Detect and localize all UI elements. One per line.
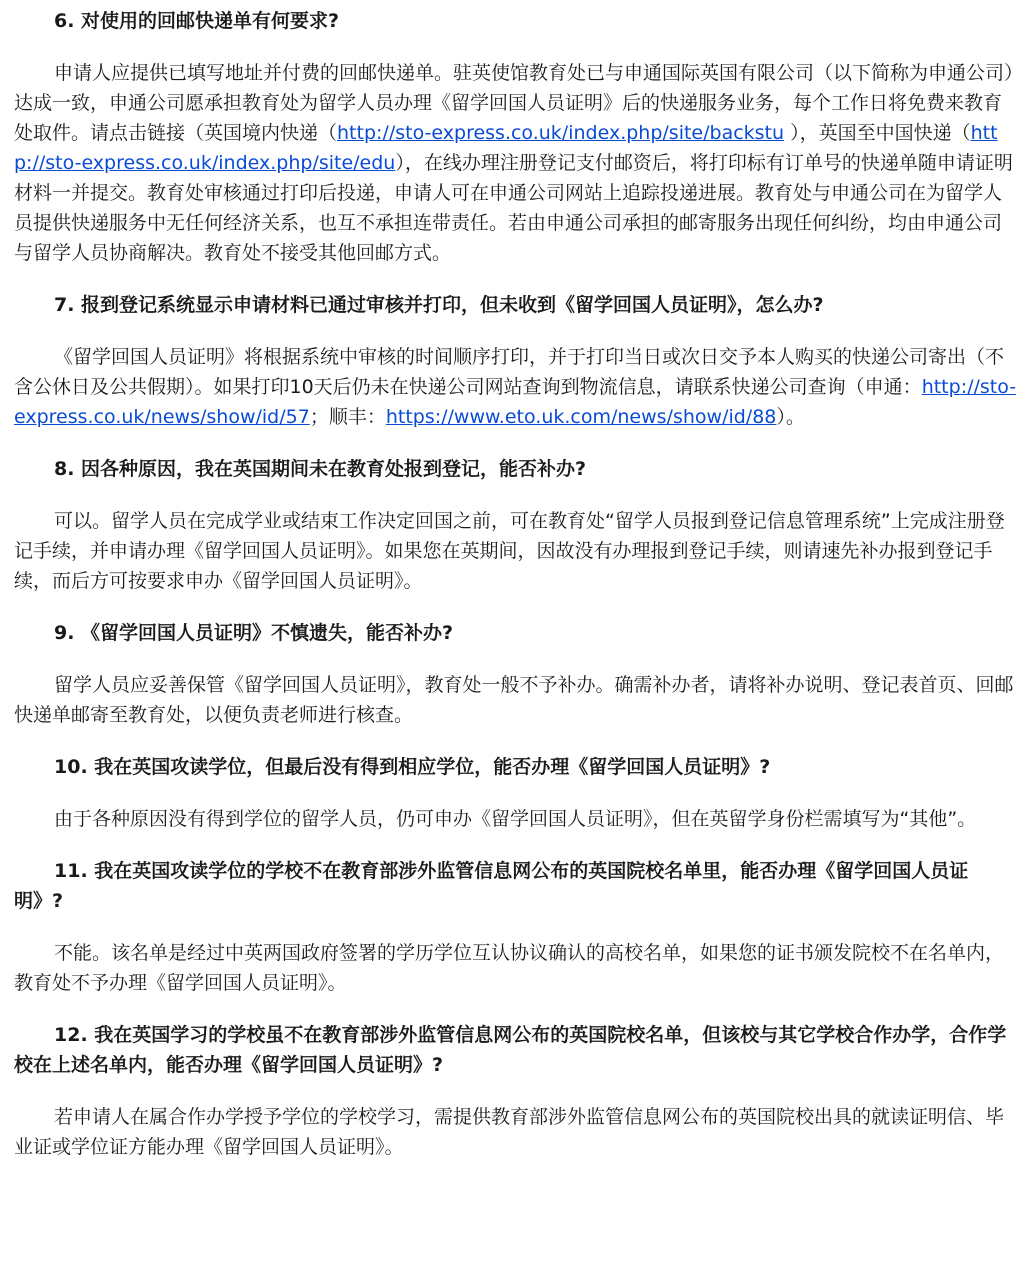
faq-item-11 xyxy=(14,856,1017,998)
answer-10: 由于各种原因没有得到学位的留学人员，仍可申办《留学回国人员证明》，但在英留学身份栏需填写为“其他”。 xyxy=(54,808,977,830)
answer-8: 可以。留学人员在完成学业或结束工作决定回国之前，可在教育处“留学人员报到登记信息管理系统”上完成注册登记手续，并申请办理《留学回国人员证明》。如果您在英期间，因故没有办理报到登记手续，则请速先补办报到登记手续，而后方可按要求申办《留学回国人员证明》。 xyxy=(14,510,1005,592)
answer-6-part-1: 申请人应提供已填写地址并付费的回邮快递单。驻英使馆教育处已与申通国际英国有限公司（以下简称为申通公司）达成一致，申通公司愿承担教育处为留学人员办理《留学回国人员证明》后的快递服务业务，每个工作日将免费来教育处取件。请点击链接（英国境内快递（ xyxy=(14,62,1014,144)
answer-11: 不能。该名单是经过中英两国政府签署的学历学位互认协议确认的高校名单，如果您的证书颁发院校不在名单内，教育处不予办理《留学回国人员证明》。 xyxy=(14,942,1005,994)
answer-7-part-1: 《留学回国人员证明》将根据系统中审核的时间顺序打印，并于打印当日或次日交予本人购买的快递公司寄出（不含公休日及公共假期）。如果打印10天后仍未在快递公司网站查询到物流信息，请联系快递公司查询（申通： xyxy=(14,346,1005,398)
faq-item-12 xyxy=(14,1020,1017,1162)
faq-item-7 xyxy=(14,290,1017,432)
sto-domestic-link[interactable]: http://sto-express.co.uk/index.php/site/backstu xyxy=(337,122,785,144)
sto-tracking-link[interactable]: http://sto-express.co.uk/news/show/id/57 xyxy=(14,376,1017,428)
question-10: 10. 我在英国攻读学位，但最后没有得到相应学位，能否办理《留学回国人员证明》? xyxy=(54,756,771,778)
question-6: 6. 对使用的回邮快递单有何要求? xyxy=(54,10,340,32)
question-12: 12. 我在英国学习的学校虽不在教育部涉外监管信息网公布的英国院校名单，但该校与其它学校合作办学，合作学校在上述名单内，能否办理《留学回国人员证明》? xyxy=(14,1024,1007,1076)
answer-6-part-2: ），英国至中国快递（ xyxy=(784,122,971,144)
answer-12: 若申请人在属合作办学授予学位的学校学习，需提供教育部涉外监管信息网公布的英国院校出具的就读证明信、毕业证或学位证方能办理《留学回国人员证明》。 xyxy=(14,1106,1005,1158)
faq-item-10 xyxy=(14,752,1017,834)
answer-9: 留学人员应妥善保管《留学回国人员证明》，教育处一般不予补办。确需补办者，请将补办说明、登记表首页、回邮快递单邮寄至教育处，以便负责老师进行核查。 xyxy=(14,674,1014,726)
answer-7-part-3: ）。 xyxy=(776,406,805,428)
question-8: 8. 因各种原因，我在英国期间未在教育处报到登记，能否补办? xyxy=(54,458,587,480)
faq-item-6 xyxy=(14,6,1017,268)
question-7: 7. 报到登记系统显示申请材料已通过审核并打印，但未收到《留学回国人员证明》，怎么办? xyxy=(54,294,824,316)
question-9: 9. 《留学回国人员证明》不慎遗失，能否补办? xyxy=(54,622,454,644)
answer-7 xyxy=(14,342,1017,432)
answer-6-part-3: ），在线办理注册登记支付邮资后，将打印标有订单号的快递单随申请证明材料一并提交。教育处审核通过打印后投递，申请人可在申通公司网站上追踪投递进展。教育处与申通公司在为留学人员提供快递服务中无任何经济关系，也互不承担连带责任。若由申通公司承担的邮寄服务出现任何纠纷，均由申通公司与留学人员协商解决。教育处不接受其他回邮方式。 xyxy=(14,152,1013,264)
answer-6 xyxy=(14,58,1017,268)
sf-tracking-link[interactable]: https://www.eto.uk.com/news/show/id/88 xyxy=(385,406,777,428)
faq-item-9 xyxy=(14,618,1017,730)
question-11: 11. 我在英国攻读学位的学校不在教育部涉外监管信息网公布的英国院校名单里，能否办理《留学回国人员证明》? xyxy=(14,860,969,912)
sto-china-link[interactable]: http://sto-express.co.uk/index.php/site/edu xyxy=(14,122,998,174)
faq-item-8 xyxy=(14,454,1017,596)
answer-7-part-2: ；顺丰： xyxy=(309,406,386,428)
